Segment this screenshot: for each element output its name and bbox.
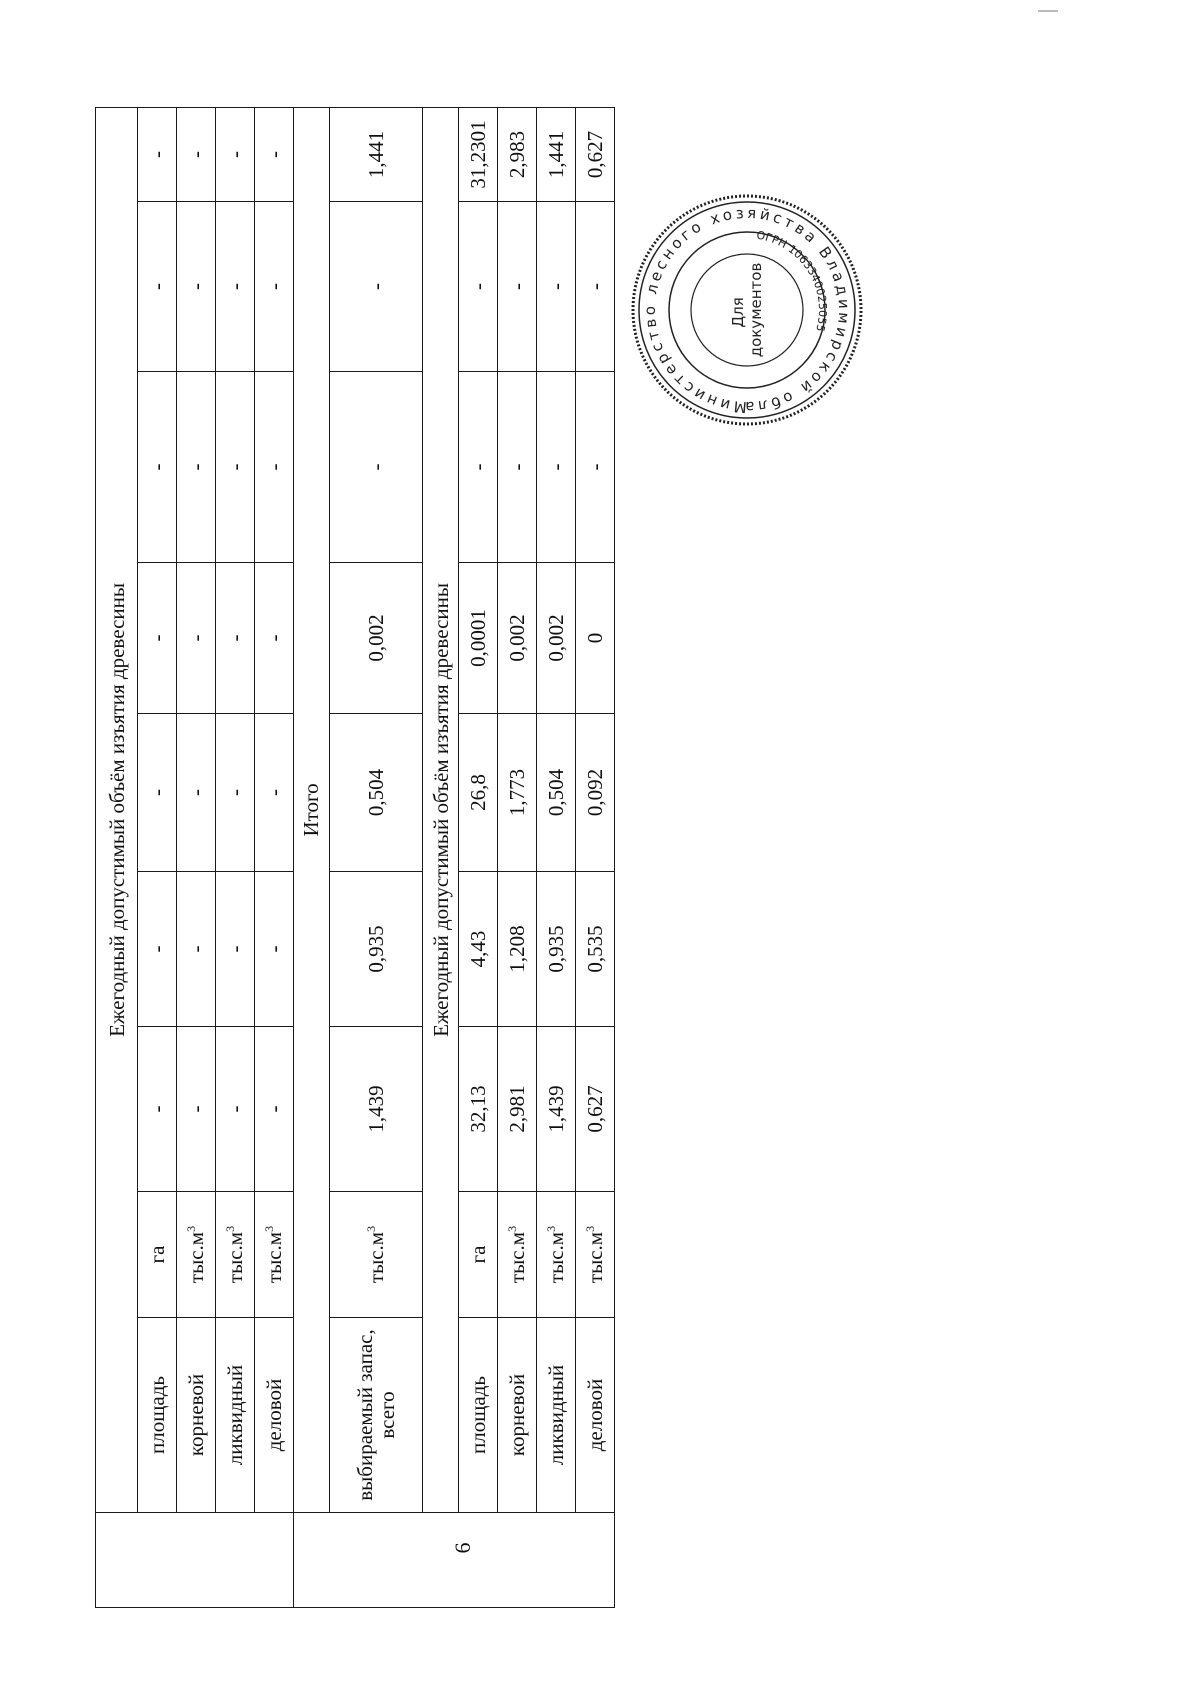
section-row [293, 107, 329, 1607]
row-label-business: деловой [575, 1318, 614, 1513]
stamp-seal-icon [627, 190, 867, 430]
table-row: ликвидный $тыс.м^3$ - - - - - - - [215, 107, 254, 1607]
row-label-liquid: ликвидный [536, 1318, 575, 1513]
unit-m3: $тыс.м^3$ [329, 1192, 423, 1318]
row-label-area: площадь [138, 1318, 177, 1513]
table-row: ликвидный $тыс.м^3$ 1,439 0,935 0,504 0,002 - - 1,441 [536, 107, 575, 1607]
table-row: деловой $тыс.м^3$ 0,627 0,535 0,092 0 - - 0,627 [575, 107, 614, 1607]
row-label-root: корневой [498, 1318, 537, 1513]
unit-m3: $тыс.м^3$ [498, 1192, 537, 1318]
svg-text:Министерство лесного хозяйства: Министерство лесного хозяйства Владимирской обла [640, 203, 854, 417]
unit-ha: га [138, 1192, 177, 1318]
row-label-area: площадь [459, 1318, 498, 1513]
row-label-root: корневой [177, 1318, 216, 1513]
table-row: площадь га - - - - - - - [138, 107, 177, 1607]
svg-text:Для документов [729, 263, 765, 358]
page-number: 6 [450, 1542, 475, 1554]
unit-m3: $тыс.м^3$ [177, 1192, 216, 1318]
row-label-total-stock: выбираемый запас, всего [329, 1318, 423, 1513]
official-stamp [627, 190, 867, 430]
row-label-business: деловой [254, 1318, 293, 1513]
unit-m3: $тыс.м^3$ [575, 1192, 614, 1318]
section-title-total: Итого [293, 107, 329, 1512]
timber-volume-table [95, 107, 615, 1608]
row-label-liquid: ликвидный [215, 1318, 254, 1513]
unit-m3: $тыс.м^3$ [254, 1192, 293, 1318]
table-row: корневой $тыс.м^3$ - - - - - - - [177, 107, 216, 1607]
section-row [96, 107, 138, 1607]
stamp-center-line-2: документов [747, 262, 765, 358]
table-row: корневой $тыс.м^3$ 2,981 1,208 1,773 0,002 - - 2,983 [498, 107, 537, 1607]
table-row: деловой $тыс.м^3$ - - - - - - - [254, 107, 293, 1607]
scan-mark [1038, 10, 1058, 12]
section-title-annual-2: Ежегодный допустимый объём изъятия древесины [423, 107, 459, 1512]
section-row [423, 107, 459, 1607]
rotated-table-area [95, 108, 615, 1608]
section-title-annual: Ежегодный допустимый объём изъятия древесины [96, 107, 138, 1512]
stamp-center-line-1: Для [729, 297, 747, 328]
unit-m3: $тыс.м^3$ [536, 1192, 575, 1318]
table-row: площадь га 32,13 4,43 26,8 0,0001 - - 31,2301 [459, 107, 498, 1607]
unit-ha: га [459, 1192, 498, 1318]
svg-text:ОГРН 1063340025055: ОГРН 1063340025055 [755, 228, 830, 334]
unit-m3: $тыс.м^3$ [215, 1192, 254, 1318]
table-row: выбираемый запас, всего $тыс.м^3$ 1,439 0,935 0,504 0,002 - - 1,441 [329, 107, 423, 1607]
